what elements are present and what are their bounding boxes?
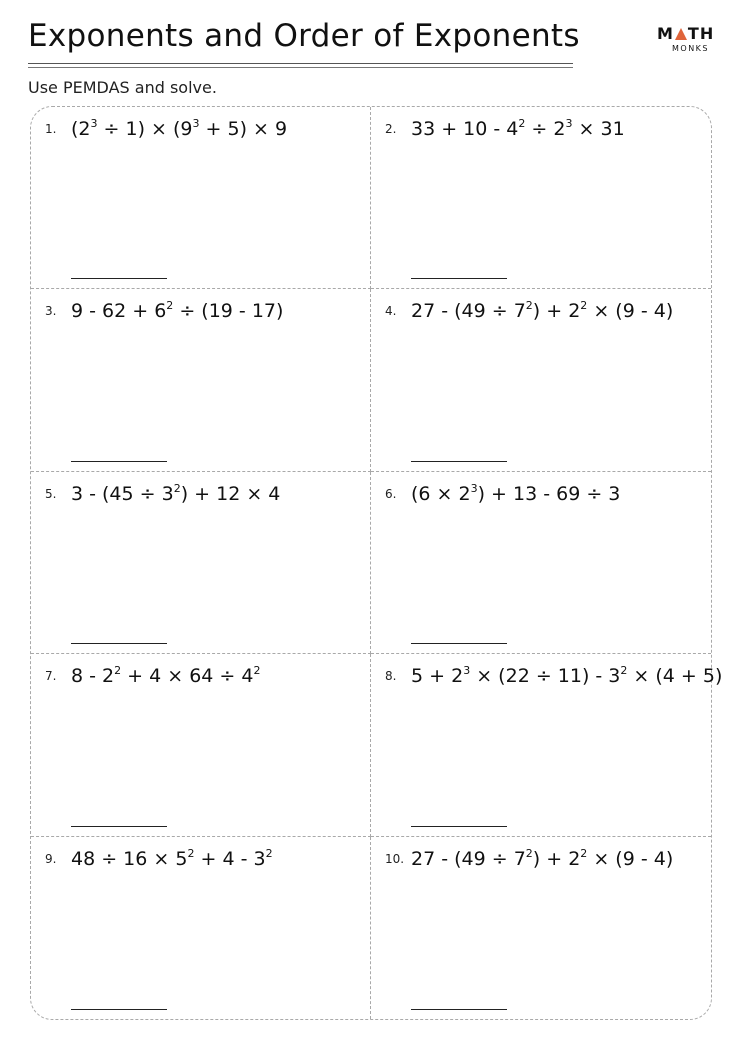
instructions: Use PEMDAS and solve. [28,78,217,97]
problem-cell [371,289,711,471]
problem-expression [411,483,620,505]
problem-cell [371,107,711,289]
problem-cell [31,289,371,471]
expression-text: 33 + 10 - 4 [411,118,519,140]
problem-cell [31,472,371,654]
problem-cell [31,837,371,1019]
expression-text: × (9 - 4) [587,300,674,323]
exponent: 2 [518,117,526,130]
problem-number: 10. [385,851,405,866]
exponent: 2 [253,664,261,678]
problem-expression [71,483,280,505]
expression-text: 27 - (49 ÷ 7 [411,300,526,323]
problem-number: 1. [45,122,57,136]
answer-line[interactable] [411,643,507,644]
problem-cell [31,654,371,836]
exponent: 2 [265,846,273,860]
answer-line[interactable] [411,461,507,462]
problem-expression [411,665,722,687]
problem-number: 8. [385,669,397,684]
exponent: 2 [525,846,533,860]
expression-text: 8 - 2 [71,665,115,688]
expression-text: 48 ÷ 16 × 5 [71,847,188,870]
problem-number: 5. [45,486,57,501]
expression-text: 5 + 2 [411,665,464,688]
exponent: 2 [173,481,181,495]
expression-text: + 4 × 64 ÷ 4 [121,665,254,688]
exponent: 3 [192,117,200,130]
exponent: 2 [187,846,195,860]
answer-line[interactable] [411,278,507,279]
problem-number: 9. [45,851,57,866]
answer-line[interactable] [411,1009,507,1010]
problem-cell [371,472,711,654]
expression-text: × 31 [572,118,625,140]
logo-subtext: MONKS [672,44,710,53]
problem-number: 6. [385,486,397,501]
problem-cell [31,107,371,289]
expression-text: ÷ 2 [525,118,566,140]
problem-number: 3. [45,304,57,319]
exponent: 2 [114,664,122,678]
problem-expression [71,118,287,140]
exponent: 3 [463,664,471,678]
expression-text: 27 - (49 ÷ 7 [411,847,526,870]
exponent: 3 [90,117,98,130]
exponent: 2 [580,846,588,860]
expression-text: × (4 + 5) [627,665,723,688]
problem-expression [411,118,625,140]
exponent: 3 [565,117,573,130]
expression-text: 9 - 62 + 6 [71,300,167,323]
expression-text: ) + 13 - 69 ÷ 3 [477,482,621,505]
answer-line[interactable] [411,826,507,827]
expression-text: 3 - (45 ÷ 3 [71,482,174,505]
expression-text: ÷ (19 - 17) [173,300,284,323]
problem-cell [371,837,711,1019]
problem-number: 7. [45,669,57,684]
expression-text: + 5) × 9 [199,118,288,140]
logo-wordmark [657,24,714,43]
logo-text-left: M [657,24,674,43]
page-title: Exponents and Order of Exponents [28,18,580,54]
triangle-icon [675,28,687,40]
expression-text: × (9 - 4) [587,847,674,870]
problem-number: 2. [385,122,397,136]
problem-expression [411,300,673,322]
problem-cell [371,654,723,836]
expression-text: (2 [71,118,91,140]
expression-text: ÷ 1) × (9 [97,118,193,140]
problem-expression [71,665,260,687]
expression-text: (6 × 2 [411,482,471,505]
logo-text-right: TH [687,24,715,43]
answer-line[interactable] [71,461,167,462]
expression-text: × (22 ÷ 11) - 3 [470,665,621,688]
problem-grid [30,106,723,1020]
problem-expression [71,300,283,322]
expression-text: ) + 2 [532,300,581,323]
expression-text: + 4 - 3 [194,847,266,870]
answer-line[interactable] [71,278,167,279]
problem-number: 4. [385,304,397,319]
exponent: 2 [166,299,174,313]
exponent: 2 [525,299,533,313]
answer-line[interactable] [71,826,167,827]
math-monks-logo [652,24,718,58]
expression-text: ) + 2 [532,847,581,870]
title-underline-secondary [28,67,573,68]
problem-expression [411,848,673,870]
answer-line[interactable] [71,643,167,644]
title-underline [28,63,573,64]
answer-line[interactable] [71,1009,167,1010]
expression-text: ) + 12 × 4 [180,482,281,505]
exponent: 3 [470,481,478,495]
problem-expression [71,848,273,870]
exponent: 2 [580,299,588,313]
exponent: 2 [620,664,628,678]
